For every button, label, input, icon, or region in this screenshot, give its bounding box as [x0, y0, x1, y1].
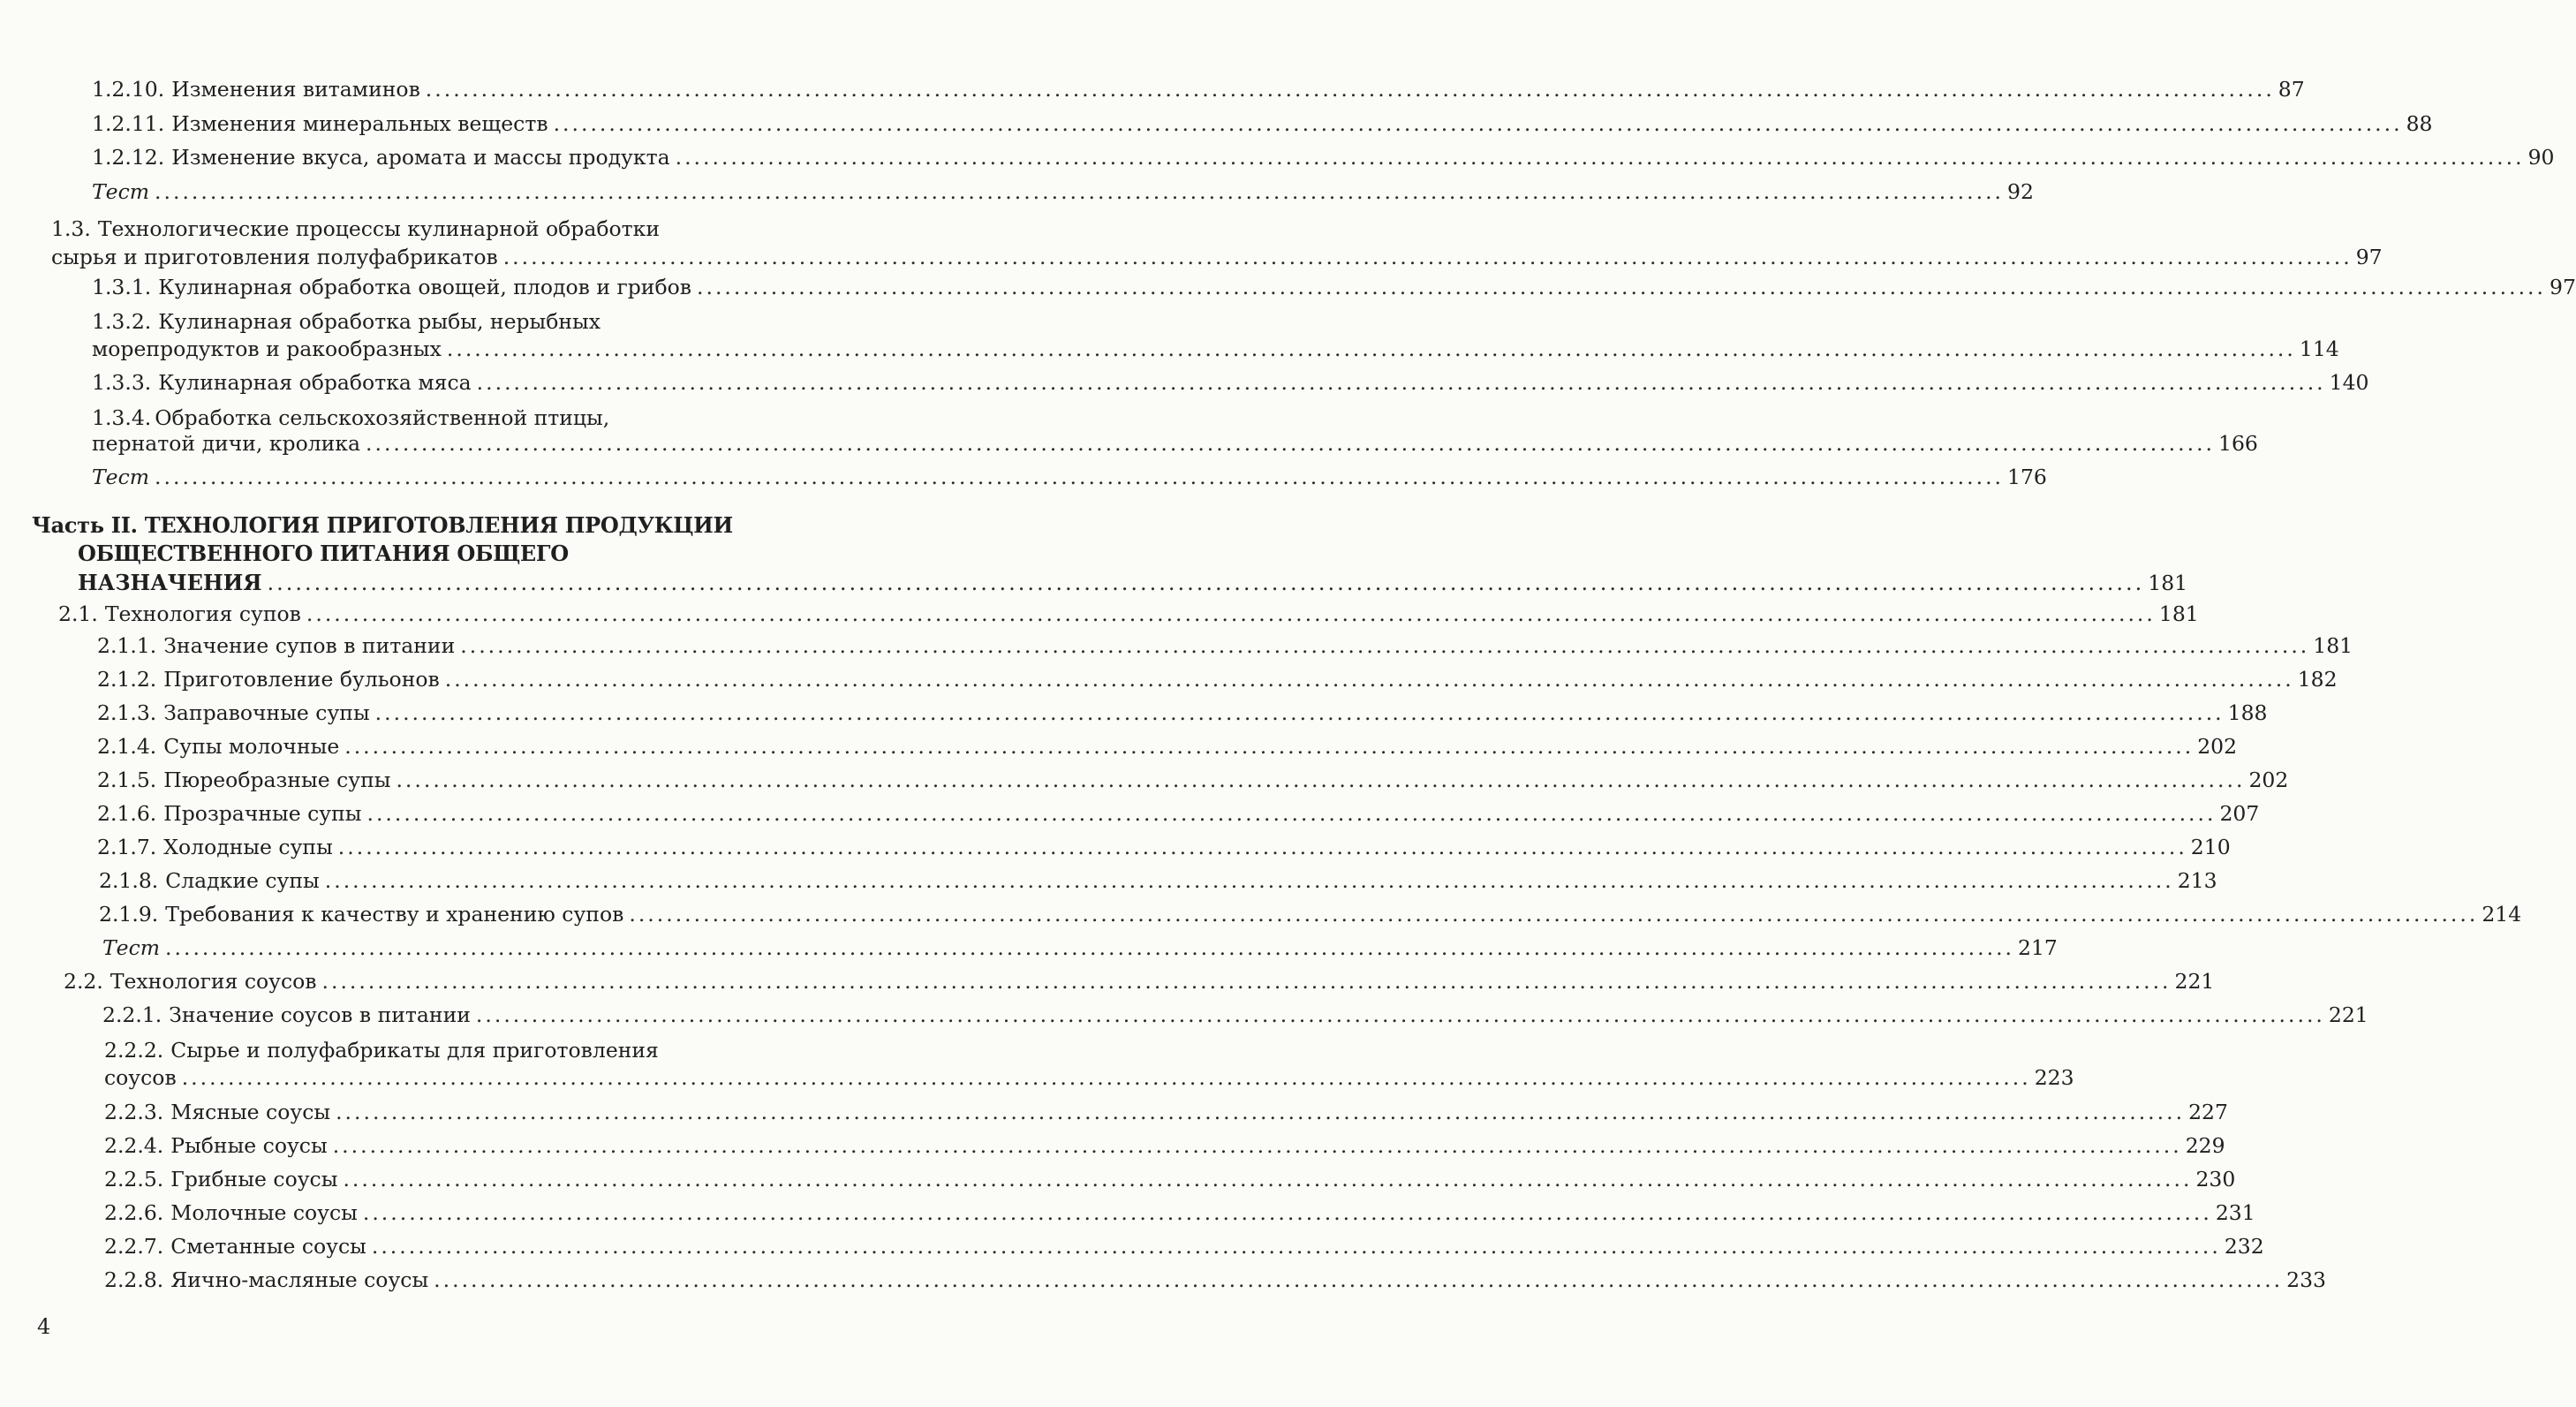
leader-dots: [460, 632, 2309, 659]
toc-entry-title: НАЗНАЧЕНИЯ: [78, 570, 262, 595]
leader-dots: [426, 76, 2275, 102]
toc-entry-page: 227: [2188, 1100, 2228, 1124]
toc-entry-title: Кулинарная обработка мяса: [158, 370, 472, 395]
leader-dots: [629, 901, 2478, 927]
toc-entry-title: Прозрачные супы: [163, 801, 362, 826]
leader-dots: [338, 834, 2187, 860]
toc-entry-page: 97: [2550, 275, 2576, 299]
toc-entry-test: [92, 178, 2034, 205]
toc-entry-page: 202: [2197, 734, 2238, 759]
toc-entry-page: 181: [2313, 633, 2353, 658]
toc-entry: [104, 1064, 2074, 1091]
toc-entry: [92, 369, 2369, 396]
toc-entry-title: Кулинарная обработка овощей, плодов и грибов: [158, 275, 691, 299]
toc-entry: [92, 336, 2339, 362]
toc-entry-number: 2.2.5.: [104, 1167, 164, 1191]
toc-entry: [64, 968, 2215, 995]
toc-entry-page: 188: [2227, 700, 2268, 725]
leader-dots: [366, 430, 2215, 457]
part-heading-line: Часть II. ТЕХНОЛОГИЯ ПРИГОТОВЛЕНИЯ ПРОДУКЦИИ: [32, 512, 733, 538]
toc-entry: [99, 901, 2522, 927]
leader-dots: [182, 1064, 2031, 1091]
leader-dots: [322, 968, 2172, 995]
toc-entry-number: 2.1.5.: [97, 768, 157, 792]
leader-dots: [336, 1099, 2185, 1125]
toc-entry-page: 210: [2190, 835, 2231, 859]
toc-entry-page: 213: [2177, 868, 2217, 893]
toc-entry: [97, 733, 2238, 760]
toc-entry-title: Мясные соусы: [170, 1100, 331, 1124]
toc-entry-number: 2.2.2.: [104, 1038, 164, 1063]
toc-entry-page: 223: [2034, 1065, 2074, 1090]
toc-entry-page: 207: [2219, 801, 2260, 826]
toc-entry-page: 232: [2224, 1234, 2264, 1259]
toc-entry-page: 214: [2482, 902, 2522, 927]
leader-dots: [445, 666, 2294, 692]
toc-entry: [92, 274, 2576, 300]
toc-entry-line: [92, 405, 609, 431]
leader-dots: [363, 1199, 2212, 1226]
toc-entry-page: 229: [2185, 1133, 2225, 1158]
toc-entry-number: 1.3.: [51, 216, 91, 241]
toc-entry-number: 2.2.3.: [104, 1100, 164, 1124]
toc-entry-page: 230: [2195, 1167, 2236, 1191]
toc-entry: [97, 666, 2338, 692]
toc-entry-number: 2.2.6.: [104, 1200, 164, 1225]
leader-dots: [306, 601, 2156, 627]
toc-entry-title: Пюреобразные супы: [163, 768, 391, 792]
toc-entry-number: 1.2.10.: [92, 77, 165, 102]
leader-dots: [554, 110, 2403, 137]
toc-entry-page: 114: [2299, 337, 2339, 361]
toc-entry: [51, 244, 2383, 270]
toc-entry-title: Тест: [92, 179, 150, 204]
leader-dots: [477, 369, 2326, 396]
toc-entry-title: Значение супов в питании: [163, 633, 456, 658]
toc-entry: [104, 1099, 2228, 1125]
toc-entry-title: Сметанные соусы: [170, 1234, 366, 1259]
toc-entry: [97, 632, 2353, 659]
toc-entry-page: 88: [2406, 111, 2433, 136]
leader-dots: [267, 570, 2144, 596]
toc-entry-number: 2.1.7.: [97, 835, 157, 859]
leader-dots: [366, 800, 2216, 827]
leader-dots: [155, 464, 2004, 490]
toc-entry-number: 1.3.1.: [92, 275, 152, 299]
toc-entry-title: Сырье и полуфабрикаты для приготовления: [170, 1038, 659, 1063]
toc-entry-title: Кулинарная обработка рыбы, нерыбных: [158, 309, 601, 334]
toc-entry: [99, 867, 2217, 894]
toc-entry-test: [102, 934, 2058, 961]
toc-entry-line: [51, 216, 660, 242]
toc-entry-number: 1.2.12.: [92, 145, 165, 170]
toc-entry: [104, 1132, 2225, 1159]
toc-entry-title: морепродуктов и ракообразных: [92, 337, 442, 361]
toc-entry-number: 2.1.8.: [99, 868, 159, 893]
toc-entry: [104, 1166, 2236, 1192]
leader-dots: [375, 700, 2225, 726]
toc-entry-page: 221: [2174, 969, 2215, 994]
toc-entry-title: Молочные соусы: [170, 1200, 358, 1225]
toc-entry-page: 233: [2286, 1267, 2327, 1292]
toc-entry: [92, 430, 2258, 457]
toc-entry-number: 2.1.: [58, 601, 98, 626]
toc-entry-page: 87: [2278, 77, 2305, 102]
toc-entry-number: 2.1.1.: [97, 633, 157, 658]
leader-dots: [676, 144, 2525, 170]
leader-dots: [396, 767, 2245, 793]
toc-entry: [97, 767, 2289, 793]
toc-entry-title: Супы молочные: [163, 734, 340, 759]
toc-entry-title: Технология соусов: [110, 969, 317, 994]
toc-entry-title: сырья и приготовления полуфабрикатов: [51, 245, 498, 269]
toc-entry-title: Приготовление бульонов: [163, 667, 440, 692]
toc-entry-title: Изменения витаминов: [171, 77, 420, 102]
leader-dots: [372, 1233, 2221, 1259]
part-heading-line: ОБЩЕСТВЕННОГО ПИТАНИЯ ОБЩЕГО: [78, 541, 569, 566]
toc-entry: [92, 76, 2305, 102]
leader-dots: [503, 244, 2353, 270]
toc-entry-number: 1.2.11.: [92, 111, 165, 136]
toc-entry-number: 2.2.: [64, 969, 103, 994]
toc-entry: [102, 1002, 2368, 1028]
toc-entry-part: [78, 570, 2188, 596]
toc-entry-page: 92: [2007, 179, 2034, 204]
toc-entry-title: Изменение вкуса, аромата и массы продукта: [171, 145, 670, 170]
toc-entry-number: 1.3.4.: [92, 405, 152, 430]
toc-entry: [97, 700, 2268, 726]
leader-dots: [447, 336, 2296, 362]
toc-entry-page: 181: [2148, 571, 2188, 595]
toc-entry: [97, 800, 2260, 827]
toc-entry: [97, 834, 2231, 860]
leader-dots: [697, 274, 2546, 300]
leader-dots: [476, 1002, 2325, 1028]
toc-entry-page: 166: [2218, 431, 2258, 456]
leader-dots: [434, 1267, 2283, 1293]
leader-dots: [155, 178, 2004, 205]
toc-entry-title: Тест: [102, 935, 161, 960]
toc-entry: [104, 1233, 2264, 1259]
toc-entry: [104, 1199, 2255, 1226]
toc-entry-title: Обработка сельскохозяйственной птицы,: [155, 405, 610, 430]
toc-entry-number: 2.2.7.: [104, 1234, 164, 1259]
toc-entry-page: 97: [2355, 245, 2383, 269]
toc-entry-page: 140: [2329, 370, 2369, 395]
toc-entry-number: 2.1.6.: [97, 801, 157, 826]
toc-entry-title: Требования к качеству и хранению супов: [165, 902, 624, 927]
toc-entry-page: 231: [2215, 1200, 2255, 1225]
toc-entry-title: Значение соусов в питании: [169, 1002, 471, 1027]
toc-entry-number: 2.1.2.: [97, 667, 157, 692]
toc-entry-title: Заправочные супы: [163, 700, 370, 725]
toc-entry-title: Рыбные соусы: [170, 1133, 328, 1158]
toc-entry-test: [92, 464, 2047, 490]
toc-entry-title: Тест: [92, 465, 150, 489]
toc-entry: [92, 144, 2555, 170]
toc-entry-title: Яично-масляные соусы: [170, 1267, 429, 1292]
toc-entry-page: 176: [2007, 465, 2047, 489]
toc-entry-title: пернатой дичи, кролика: [92, 431, 361, 456]
toc-entry-title: соусов: [104, 1065, 177, 1090]
leader-dots: [333, 1132, 2182, 1159]
toc-entry-page: 221: [2328, 1002, 2368, 1027]
toc-entry-line: [104, 1037, 659, 1063]
toc-entry-page: 202: [2248, 768, 2289, 792]
toc-entry-title: Изменения минеральных веществ: [171, 111, 548, 136]
toc-entry-title: Сладкие супы: [165, 868, 320, 893]
leader-dots: [344, 733, 2194, 760]
toc-entry-line: [92, 308, 601, 335]
toc-entry-page: 181: [2158, 601, 2199, 626]
leader-dots: [325, 867, 2174, 894]
toc-entry-number: 2.2.4.: [104, 1133, 164, 1158]
toc-entry-number: 2.2.8.: [104, 1267, 164, 1292]
toc-entry-number: 2.2.1.: [102, 1002, 162, 1027]
toc-entry-title: Грибные соусы: [170, 1167, 338, 1191]
toc-entry: [92, 110, 2433, 137]
toc-entry-number: 2.1.3.: [97, 700, 157, 725]
page-number: 4: [37, 1314, 51, 1339]
toc-entry-number: 2.1.4.: [97, 734, 157, 759]
toc-entry-title: Технология супов: [104, 601, 301, 626]
leader-dots: [165, 934, 2014, 961]
toc-entry-page: 182: [2297, 667, 2338, 692]
toc-entry-number: 2.1.9.: [99, 902, 159, 927]
leader-dots: [343, 1166, 2192, 1192]
toc-entry-title: Холодные супы: [163, 835, 333, 859]
toc-entry: [58, 601, 2199, 627]
toc-entry-title: Технологические процессы кулинарной обработки: [97, 216, 661, 241]
toc-entry-page: 217: [2018, 935, 2058, 960]
toc-entry-number: 1.3.2.: [92, 309, 152, 334]
toc-entry-page: 90: [2527, 145, 2555, 170]
toc-entry-number: 1.3.3.: [92, 370, 152, 395]
toc-entry: [104, 1267, 2327, 1293]
